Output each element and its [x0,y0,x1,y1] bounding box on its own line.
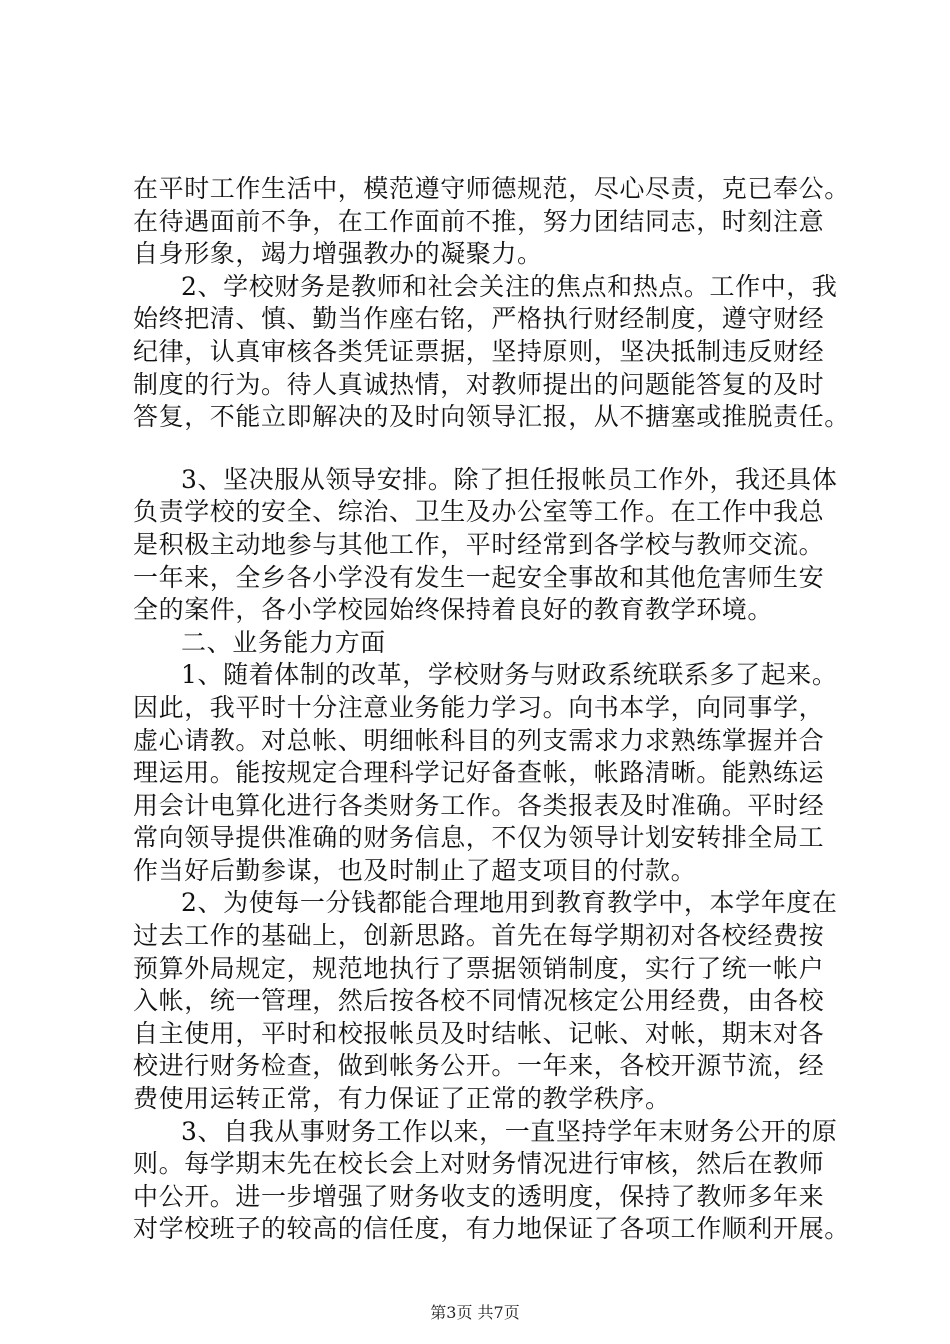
text-line: 理运用。能按规定合理科学记好备查帐，帐路清晰。能熟练运 [133,758,825,788]
paragraph-gap [133,434,833,464]
paragraph-start-line: 1、随着体制的改革，学校财务与财政系统联系多了起来。 [181,660,838,690]
text-line: 对学校班子的较高的信任度，有力地保证了各项工作顺利开展。 [133,1214,850,1244]
paragraph-start-line: 3、自我从事财务工作以来，一直坚持学年末财务公开的原 [181,1116,838,1146]
section-heading: 二、业务能力方面 [181,627,386,657]
text-line: 则。每学期末先在校长会上对财务情况进行审核，然后在教师 [133,1149,825,1179]
document-body [133,173,850,1246]
paragraph-start-line: 2、为使每一分钱都能合理地用到教育教学中，本学年度在 [181,888,838,918]
text-line: 自身形象，竭力增强教办的凝聚力。 [133,239,543,269]
text-line: 自主使用，平时和校报帐员及时结帐、记帐、对帐，期末对各 [133,1018,825,1048]
paragraph-start-line: 2、学校财务是教师和社会关注的焦点和热点。工作中，我 [181,271,838,301]
text-line: 始终把清、慎、勤当作座右铭，严格执行财经制度，遵守财经 [133,304,825,334]
paragraph-start-line: 3、坚决服从领导安排。除了担任报帐员工作外，我还具体 [181,464,838,494]
text-line: 纪律，认真审核各类凭证票据，坚持原则，坚决抵制违反财经 [133,336,825,366]
text-line: 在待遇面前不争，在工作面前不推，努力团结同志，时刻注意 [133,206,825,236]
text-line: 虚心请教。对总帐、明细帐科目的列支需求力求熟练掌握并合 [133,725,825,755]
page-number-footer: 第3页 共7页 [430,1303,520,1322]
text-line: 作当好后勤参谋，也及时制止了超支项目的付款。 [133,855,697,885]
text-line: 制度的行为。待人真诚热情，对教师提出的问题能答复的及时 [133,369,825,399]
text-line: 全的案件，各小学校园始终保持着良好的教育教学环境。 [133,595,774,625]
text-line: 常向领导提供准确的财务信息，不仅为领导计划安转排全局工 [133,823,825,853]
text-line: 费使用运转正常，有力保证了正常的教学秩序。 [133,1084,671,1114]
text-line: 在平时工作生活中，模范遵守师德规范，尽心尽责，克已奉公。 [133,174,850,203]
text-line: 预算外局规定，规范地执行了票据领销制度，实行了统一帐户 [133,953,825,983]
text-line: 是积极主动地参与其他工作，平时经常到各学校与教师交流。 [133,529,825,559]
text-line: 过去工作的基础上，创新思路。首先在每学期初对各校经费按 [133,921,825,951]
text-line: 一年来，全乡各小学没有发生一起安全事故和其他危害师生安 [133,562,825,592]
text-line: 答复，不能立即解决的及时向领导汇报，从不搪塞或推脱责任。 [133,402,850,432]
text-line: 用会计电算化进行各类财务工作。各类报表及时准确。平时经 [133,790,825,820]
text-line: 因此，我平时十分注意业务能力学习。向书本学，向同事学， [133,692,825,722]
text-line: 校进行财务检查，做到帐务公开。一年来，各校开源节流，经 [133,1051,825,1081]
text-line: 入帐，统一管理，然后按各校不同情况核定公用经费，由各校 [133,986,825,1016]
text-line: 中公开。进一步增强了财务收支的透明度，保持了教师多年来 [133,1181,825,1211]
text-line: 负责学校的安全、综治、卫生及办公室等工作。在工作中我总 [133,497,825,527]
